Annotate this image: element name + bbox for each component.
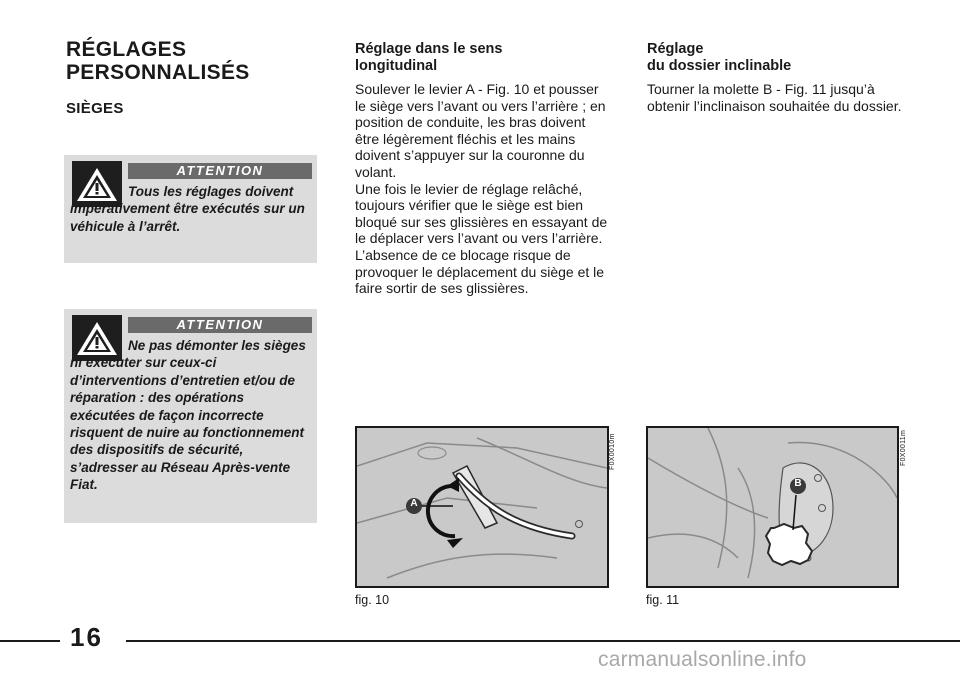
page-number: 16: [70, 622, 103, 652]
footer-rule-left: [0, 640, 60, 642]
seat-lever-illustration: [357, 428, 607, 586]
figure-10-seat-lever: [355, 426, 609, 588]
warning-box-2: [64, 309, 317, 523]
figure-marker-a: A: [410, 498, 418, 509]
warning-box-1: [64, 155, 317, 263]
figure-marker-b: B: [794, 478, 802, 489]
section-subtitle: SIÈGES: [66, 100, 124, 117]
section-title: Réglage du dossier inclinable: [647, 41, 792, 74]
warning-text: Ne pas démonter les sièges ni exécuter sur ceux-ci d’interventions d’entretien et/ou de réparation : des opérations exécutées de façon incorrecte risquent de nuire au fonctionnement des dispositifs de sécurité, s’adresser au Réseau Après-vente Fiat.: [70, 338, 306, 493]
figure-code: F0X0010m: [609, 433, 616, 470]
paragraph: Tourner la molette B - Fig. 11 jusqu’à obtenir l’inclinaison souhaitée du dossier.: [647, 81, 902, 114]
section-longitudinal: [355, 41, 613, 297]
backrest-knob-illustration: [648, 428, 897, 586]
figure-11-backrest-knob: [646, 426, 899, 588]
watermark: carmanualsonline.info: [598, 648, 807, 671]
warning-label: ATTENTION: [128, 317, 312, 333]
section-backrest: [647, 41, 909, 114]
figure-caption: fig. 10: [355, 593, 390, 607]
paragraph: Soulever le levier A - Fig. 10 et pousser le siège vers l’avant ou vers l’arrière ; en position de conduite, les bras doivent être légèrement fléchis et les mains doivent s’appuyer sur la couronne du volant.: [355, 81, 606, 180]
warning-text: Tous les réglages doivent impérativement être exécutés sur un véhicule à l’arrêt.: [70, 184, 305, 234]
page-title: RÉGLAGES PERSONNALISÉS: [66, 38, 250, 84]
figure-caption: fig. 11: [646, 593, 680, 607]
section-title: Réglage dans le sens longitudinal: [355, 41, 503, 74]
footer-rule-right: [126, 640, 960, 642]
figure-code: F0X0011m: [900, 429, 907, 466]
paragraph: Une fois le levier de réglage relâché, toujours vérifier que le siège est bien bloqué sur ses glissières en essayant de le déplacer vers l’avant ou vers l’arrière. L’absence de ce blocage risque de provoquer le déplacement du siège et le faire sortir de ses glissières.: [355, 180, 608, 297]
warning-label: ATTENTION: [128, 163, 312, 179]
